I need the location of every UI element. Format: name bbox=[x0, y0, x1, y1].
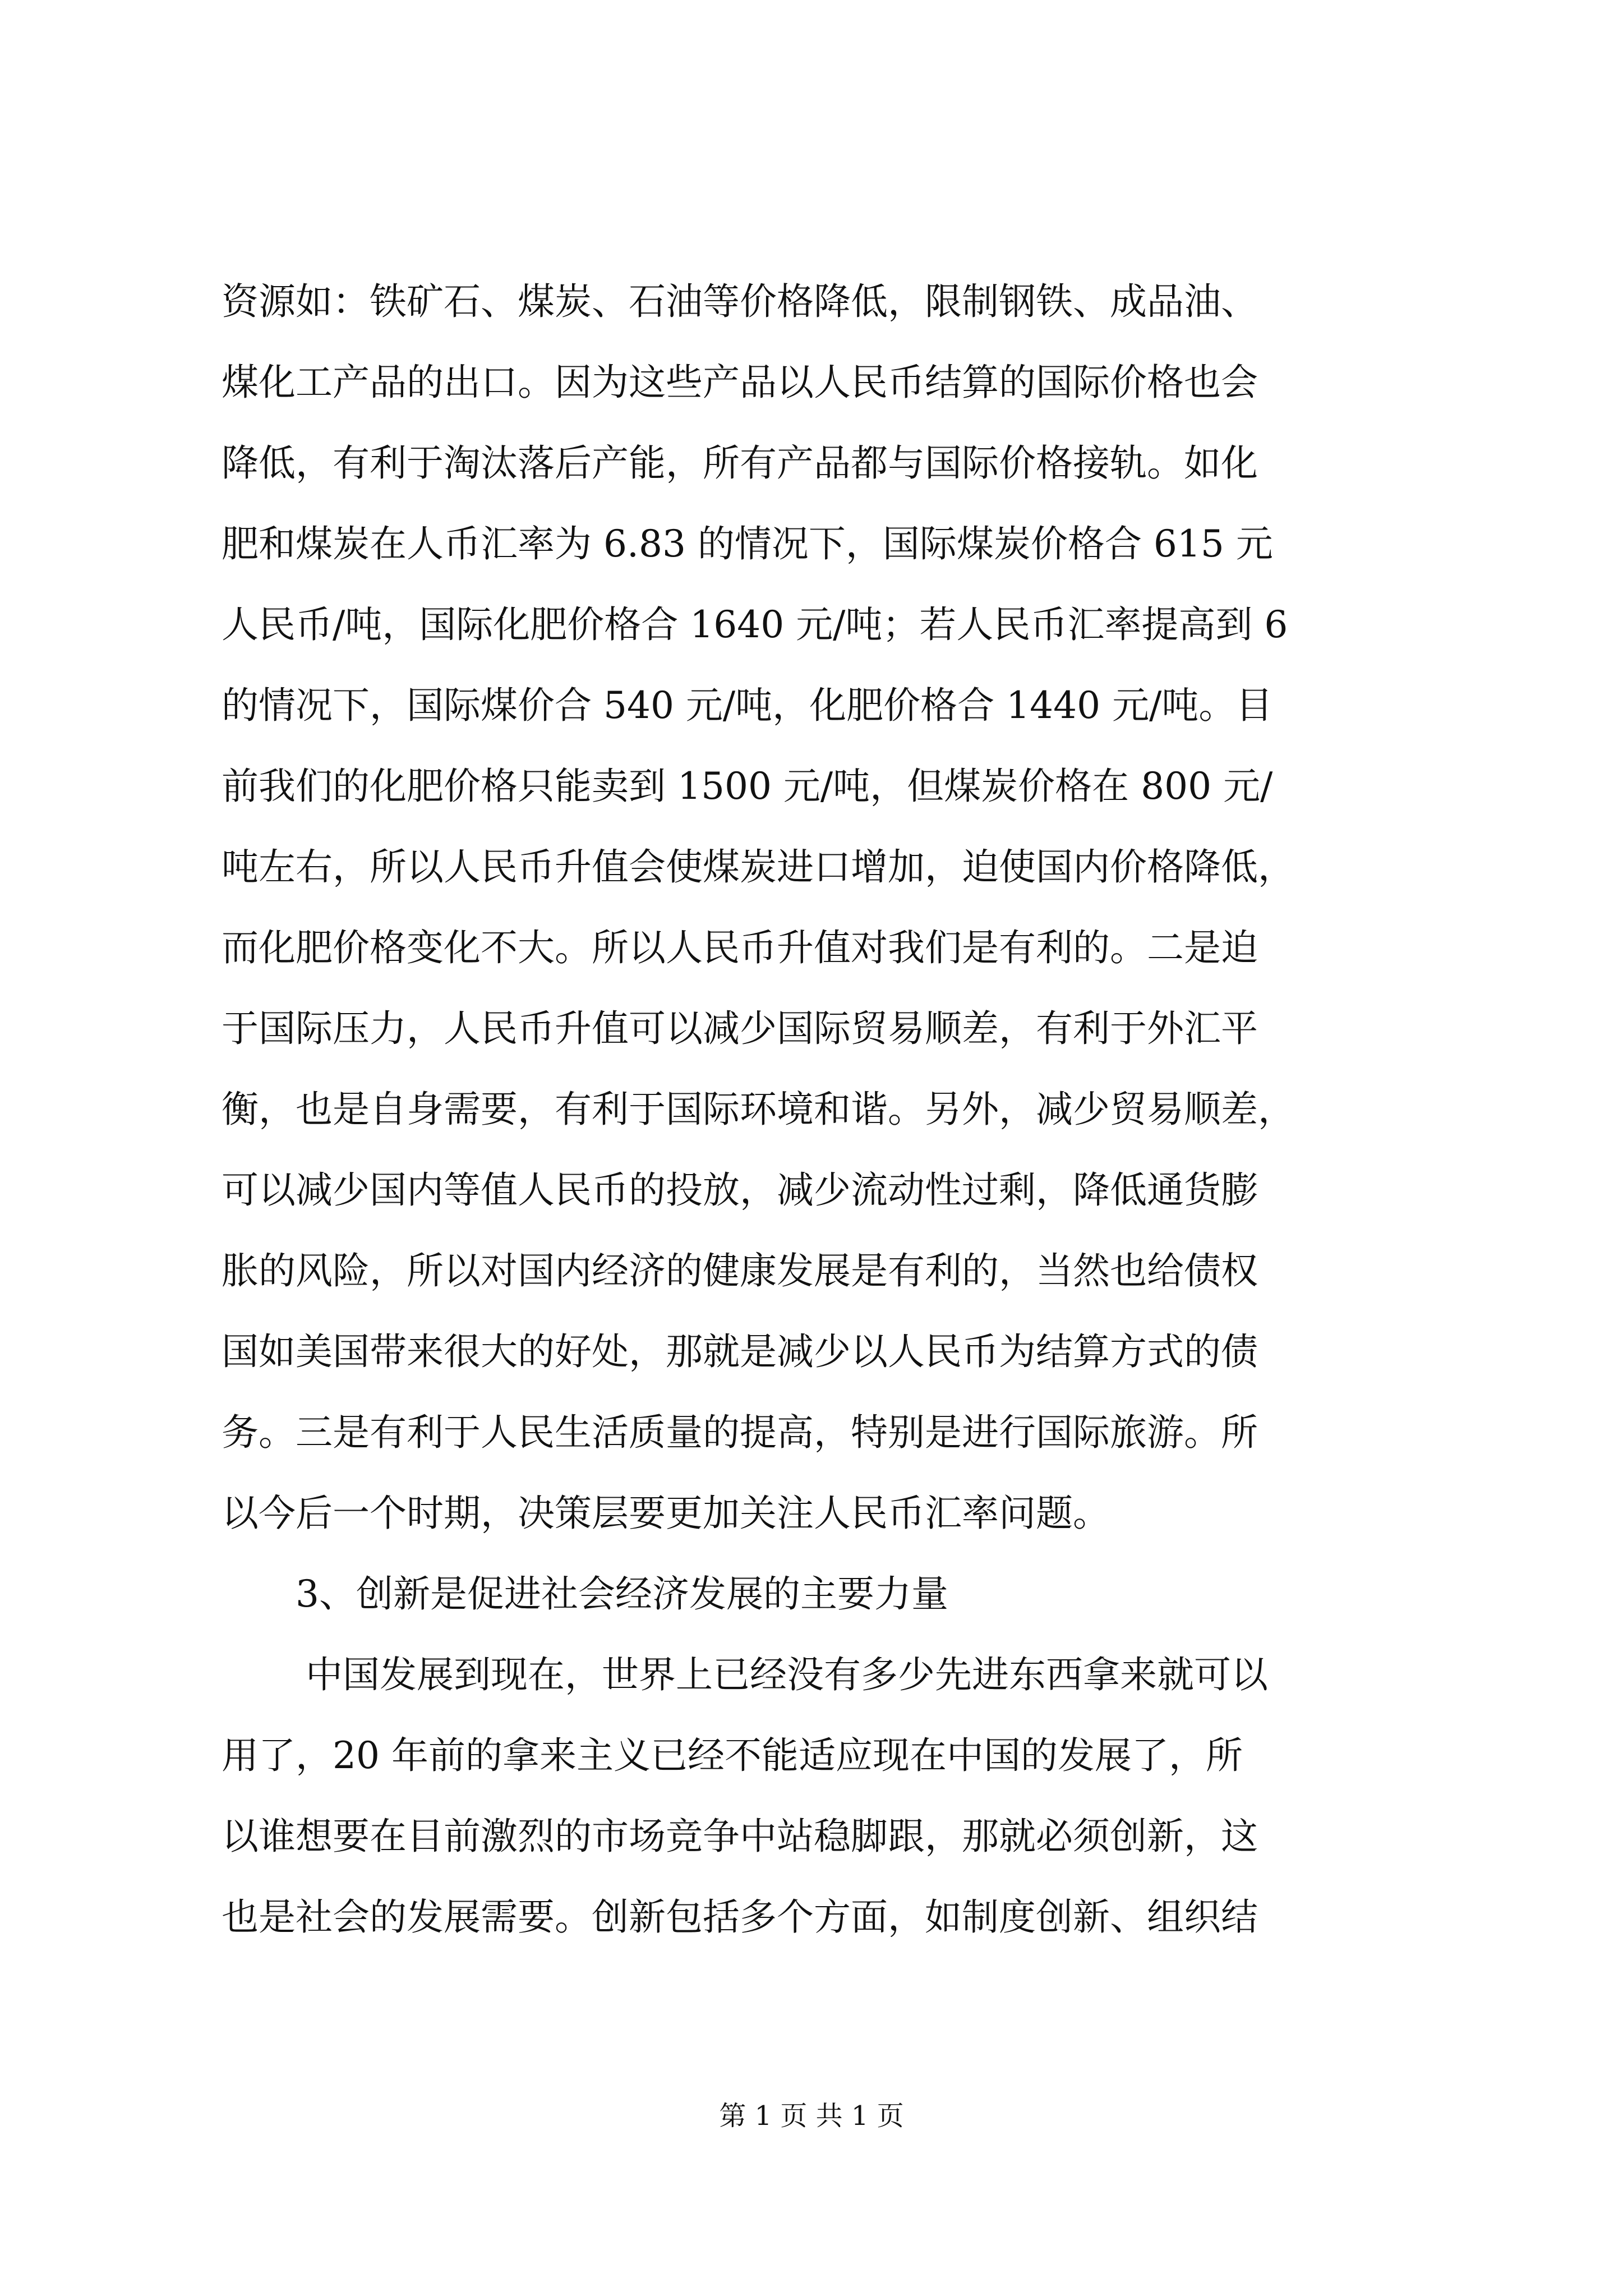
text-line: 可以减少国内等值人民币的投放，减少流动性过剩，降低通货膨 bbox=[222, 1168, 1258, 1212]
text-line: 肥和煤炭在人币汇率为 6.83 的情况下，国际煤炭价格合 615 元 bbox=[222, 522, 1273, 565]
text-line: 前我们的化肥价格只能卖到 1500 元/吨，但煤炭价格在 800 元/ bbox=[222, 765, 1273, 808]
text-line: 务。三是有利于人民生活质量的提高，特别是进行国际旅游。所 bbox=[222, 1411, 1258, 1454]
text-line: 资源如：铁矿石、煤炭、石油等价格降低，限制钢铁、成品油、 bbox=[222, 280, 1258, 323]
text-line: 吨左右，所以人民币升值会使煤炭进口增加，迫使国内价格降低， bbox=[222, 845, 1295, 889]
text-line: 以谁想要在目前激烈的市场竞争中站稳脚跟，那就必须创新，这 bbox=[222, 1815, 1258, 1858]
text-line: 煤化工产品的出口。因为这些产品以人民币结算的国际价格也会 bbox=[222, 361, 1258, 404]
text-line: 衡，也是自身需要，有利于国际环境和谐。另外，减少贸易顺差， bbox=[222, 1088, 1295, 1131]
page-footer: 第 1 页 共 1 页 bbox=[719, 2100, 904, 2132]
text-line: 也是社会的发展需要。创新包括多个方面，如制度创新、组织结 bbox=[222, 1895, 1258, 1939]
text-line: 以今后一个时期，决策层要更加关注人民币汇率问题。 bbox=[222, 1492, 1110, 1535]
text-line: 的情况下，国际煤价合 540 元/吨，化肥价格合 1440 元/吨。目 bbox=[222, 684, 1273, 727]
paragraph-first-line: 中国发展到现在，世界上已经没有多少先进东西拿来就可以 bbox=[306, 1653, 1268, 1696]
text-line: 国如美国带来很大的好处，那就是减少以人民币为结算方式的债 bbox=[222, 1330, 1258, 1373]
text-line: 而化肥价格变化不大。所以人民币升值对我们是有利的。二是迫 bbox=[222, 926, 1258, 969]
text-line: 人民币/吨，国际化肥价格合 1640 元/吨；若人民币汇率提高到 6 bbox=[222, 603, 1288, 646]
text-line: 于国际压力，人民币升值可以减少国际贸易顺差，有利于外汇平 bbox=[222, 1007, 1258, 1050]
section-heading: 3、创新是促进社会经济发展的主要力量 bbox=[296, 1572, 948, 1616]
document-body bbox=[222, 261, 1402, 1958]
text-line: 用了，20 年前的拿来主义已经不能适应现在中国的发展了，所 bbox=[222, 1734, 1243, 1777]
text-line: 胀的风险，所以对国内经济的健康发展是有利的，当然也给债权 bbox=[222, 1249, 1258, 1292]
text-line: 降低，有利于淘汰落后产能，所有产品都与国际价格接轨。如化 bbox=[222, 441, 1258, 485]
